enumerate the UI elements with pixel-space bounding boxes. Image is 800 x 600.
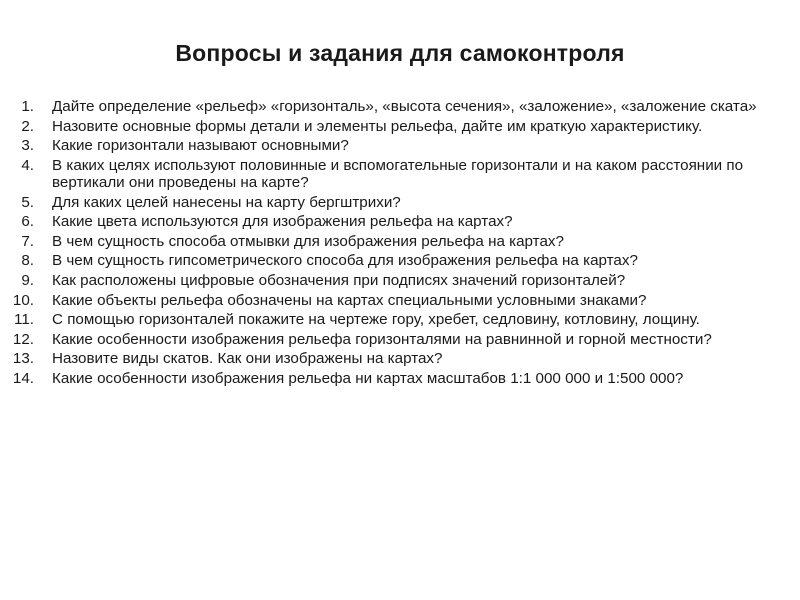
question-item [0,233,800,250]
question-item [0,331,800,348]
question-text: Какие объекты рельефа обозначены на картах специальными условными знаками? [52,291,647,309]
question-number: 8. [21,252,34,270]
question-item [0,213,800,230]
questions-list [0,98,800,390]
question-number: 14. [12,369,34,387]
question-number: 13. [12,350,34,368]
question-text: Дайте определение «рельеф» «горизонталь», «высота сечения», «заложение», «заложение ската» [52,98,757,115]
question-item [0,137,800,154]
question-number: 12. [12,330,34,348]
question-text: Какие горизонтали называют основными? [52,137,349,155]
question-item [0,252,800,269]
question-item [0,272,800,289]
question-text: Какие особенности изображения рельефа горизонталями на равнинной и горной местности? [52,330,712,348]
question-item [0,118,800,135]
question-number: 11. [14,311,34,329]
question-text: Для каких целей нанесены на карту бергштрихи? [52,193,401,211]
question-text: В чем сущность гипсометрического способа для изображения рельефа на картах? [52,252,638,270]
question-text: В чем сущность способа отмывки для изображения рельефа на картах? [52,232,564,250]
question-number: 5. [21,193,34,211]
question-number: 2. [21,117,34,135]
question-text: Как расположены цифровые обозначения при подписях значений горизонталей? [52,271,626,289]
question-number: 4. [21,156,34,174]
question-text: Какие особенности изображения рельефа ни картах масштабов 1:1 000 000 и 1:500 000? [52,369,684,387]
question-number: 3. [21,137,34,155]
question-text: В каких целях используют половинные и вспомогательные горизонтали и на каком расстоянии по вертикали они проведены на карте? [52,156,744,191]
question-item [0,157,800,191]
question-number: 10. [12,291,34,309]
question-text: Назовите виды скатов. Как они изображены на картах? [52,350,443,368]
question-text: Какие цвета используются для изображения рельефа на картах? [52,213,513,231]
question-item [0,98,800,115]
question-text: Назовите основные формы детали и элементы рельефа, дайте им краткую характеристику. [52,117,703,135]
question-number: 9. [21,271,34,289]
question-item [0,292,800,309]
question-item [0,350,800,367]
slide-title: Вопросы и задания для самоконтроля [175,40,625,66]
question-item [0,194,800,211]
question-text: С помощью горизонталей покажите на чертеже гору, хребет, седловину, котловину, лощину. [52,311,700,329]
question-number: 1. [21,98,34,115]
question-number: 6. [21,213,34,231]
question-item [0,311,800,328]
question-item [0,370,800,387]
question-number: 7. [21,232,34,250]
